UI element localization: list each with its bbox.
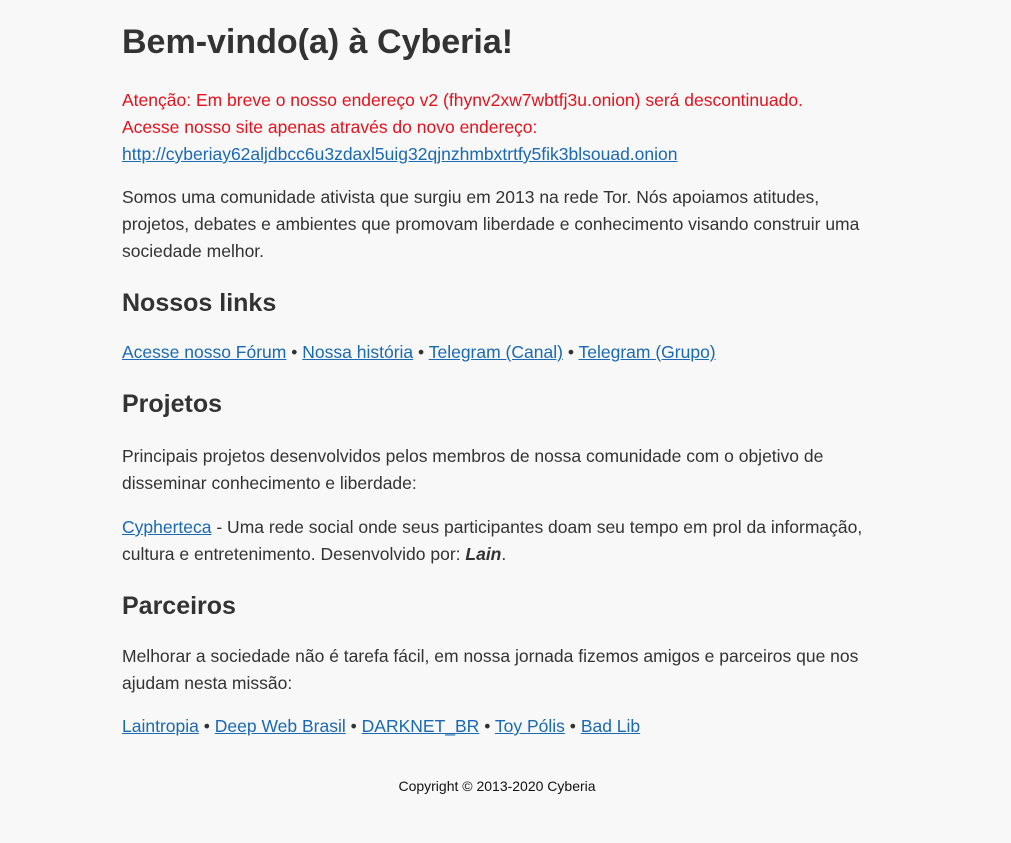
notice-line-1: Atenção: Em breve o nosso endereço v2 (fhynv2xw7wbtfj3u.onion) será descontinuado. bbox=[122, 90, 803, 110]
page-title: Bem-vindo(a) à Cyberia! bbox=[122, 23, 514, 61]
project-item bbox=[122, 514, 882, 568]
separator: • bbox=[567, 342, 574, 362]
project-author: Lain bbox=[465, 544, 502, 564]
partners-list bbox=[122, 713, 882, 740]
separator: • bbox=[350, 716, 357, 736]
address-notice bbox=[122, 87, 882, 168]
bad-lib-link[interactable]: Bad Lib bbox=[580, 716, 641, 736]
projects-description: Principais projetos desenvolvidos pelos membros de nossa comunidade com o objetivo de disseminar conhecimento e liberdade: bbox=[122, 446, 824, 493]
links-list bbox=[122, 339, 882, 366]
deep-web-brasil-link[interactable]: Deep Web Brasil bbox=[214, 716, 346, 736]
toy-polis-link[interactable]: Toy Pólis bbox=[494, 716, 565, 736]
telegram-group-link[interactable]: Telegram (Grupo) bbox=[578, 342, 716, 362]
intro-paragraph: Somos uma comunidade ativista que surgiu em 2013 na rede Tor. Nós apoiamos atitudes, projetos, debates e ambientes que promovam liberdade e conhecimento visando construir uma sociedade melhor. bbox=[122, 187, 860, 261]
laintropia-link[interactable]: Laintropia bbox=[122, 716, 199, 736]
links-heading: Nossos links bbox=[122, 289, 277, 317]
cypherteca-link[interactable]: Cypherteca bbox=[122, 517, 212, 537]
notice-line-2: Acesse nosso site apenas através do novo endereço: bbox=[122, 117, 538, 137]
separator: • bbox=[203, 716, 210, 736]
partners-description: Melhorar a sociedade não é tarefa fácil, em nossa jornada fizemos amigos e parceiros que nos ajudam nesta missão: bbox=[122, 646, 859, 693]
telegram-channel-link[interactable]: Telegram (Canal) bbox=[428, 342, 563, 362]
separator: • bbox=[484, 716, 491, 736]
project-description: - Uma rede social onde seus participantes doam seu tempo em prol da informação, cultura e entretenimento. Desenvolvido por: bbox=[122, 517, 863, 564]
projects-heading: Projetos bbox=[122, 390, 223, 418]
darknet-br-link[interactable]: DARKNET_BR bbox=[361, 716, 480, 736]
forum-link[interactable]: Acesse nosso Fórum bbox=[122, 342, 287, 362]
project-end: . bbox=[501, 544, 507, 564]
history-link[interactable]: Nossa história bbox=[302, 342, 414, 362]
separator: • bbox=[569, 716, 576, 736]
partners-heading: Parceiros bbox=[122, 592, 236, 620]
separator: • bbox=[291, 342, 298, 362]
footer-copyright: Copyright © 2013-2020 Cyberia bbox=[398, 778, 596, 794]
main-content bbox=[122, 20, 882, 740]
separator: • bbox=[418, 342, 425, 362]
new-onion-address-link[interactable]: http://cyberiay62aljdbcc6u3zdaxl5uig32qjnzhmbxtrtfy5fik3blsouad.onion bbox=[122, 144, 678, 164]
